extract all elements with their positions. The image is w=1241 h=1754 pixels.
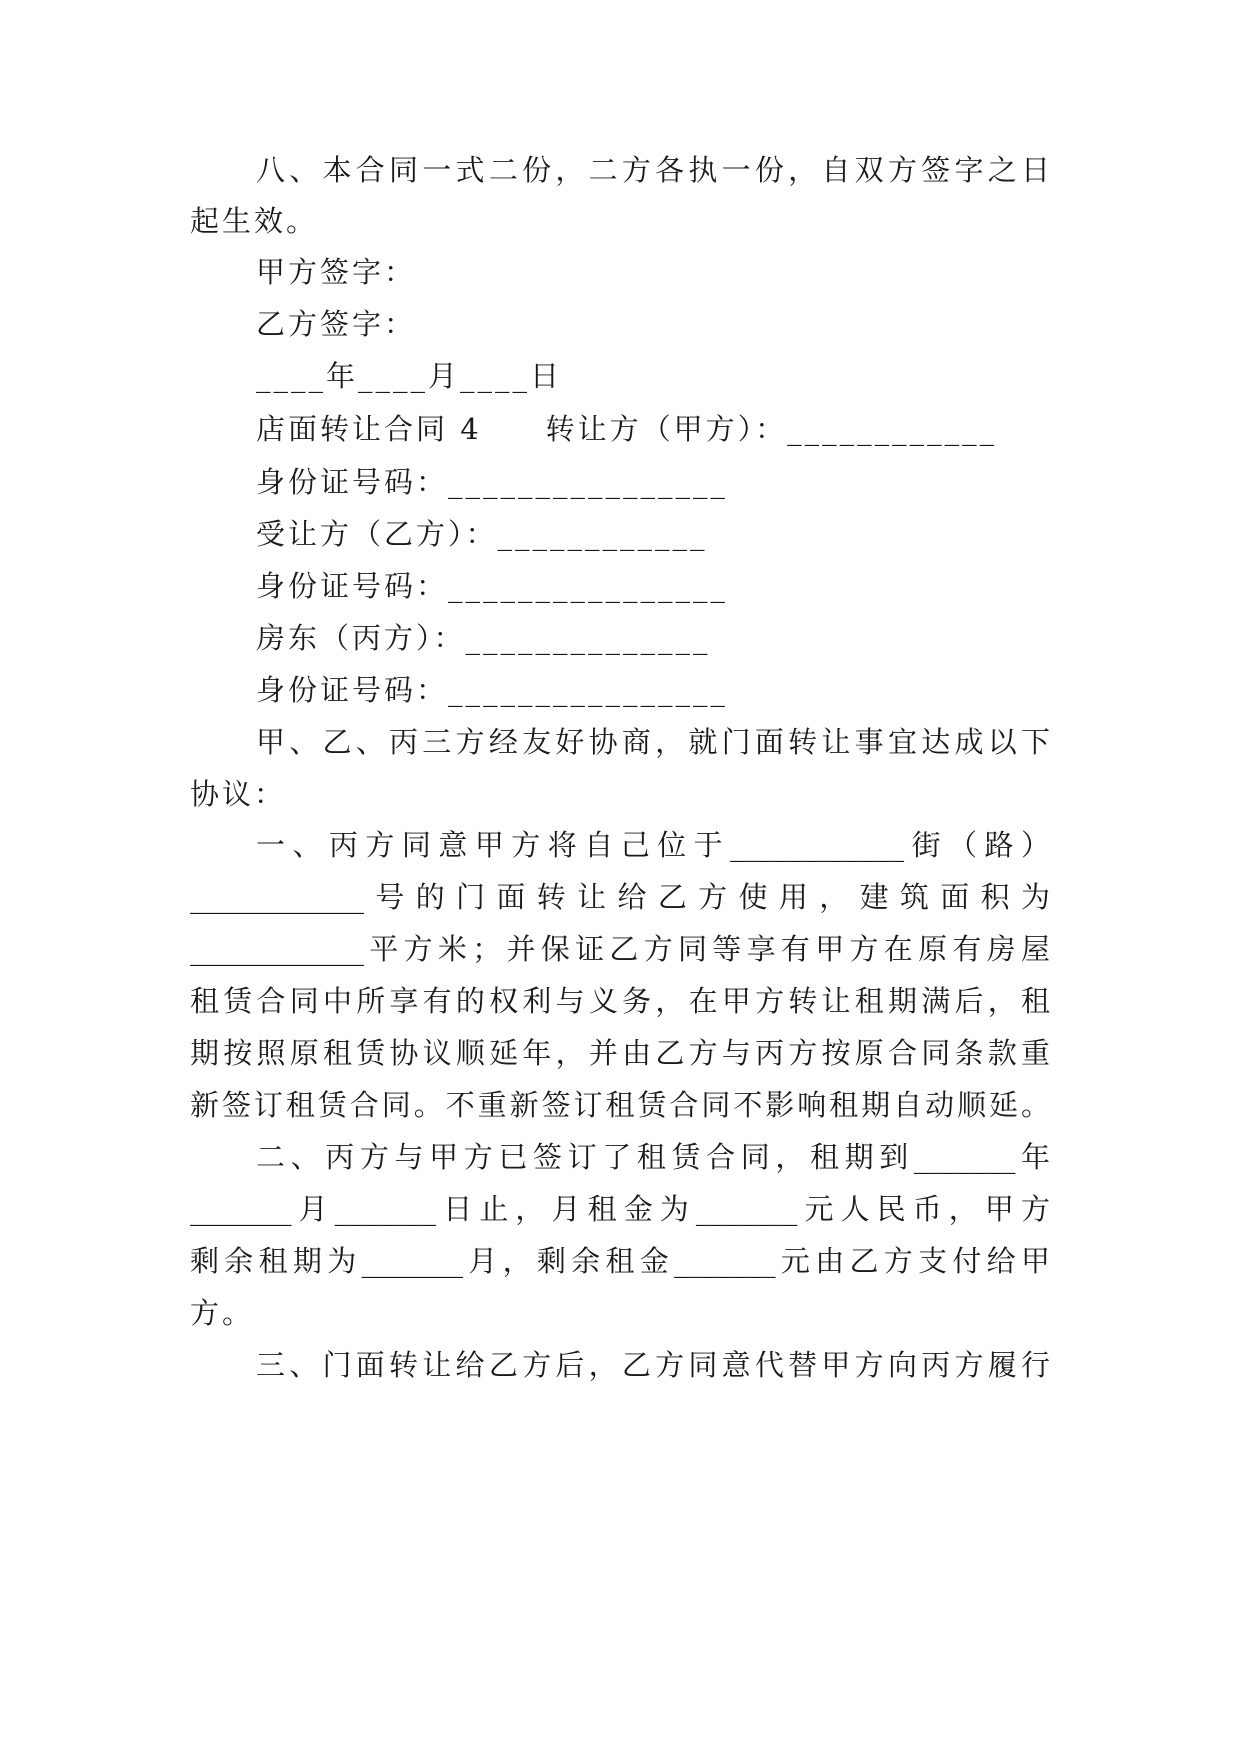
paragraph-line: 协议： [190,777,287,811]
clause-1-line: ____________平方米；并保证乙方同等享有甲方在原有房屋 [190,932,1050,966]
clause-2-line: 方。 [190,1296,255,1330]
clause-3-line: 三、门面转让给乙方后，乙方同意代替甲方向丙方履行 [256,1348,1050,1382]
clause-1-line: 新签订租赁合同。不重新签订租赁合同不影响租期自动顺延。 [190,1088,1050,1122]
clause-2-line: 二、丙方与甲方已签订了租赁合同，租期到_______年 [256,1140,1050,1174]
paragraph-line: 甲、乙、丙三方经友好协商，就门面转让事宜达成以下 [256,725,1050,759]
id-number-line: 身份证号码：________________ [256,465,729,499]
date-line: ____年____月____日 [256,359,563,393]
contract-title-line: 店面转让合同 4 转让方（甲方）：____________ [256,412,998,446]
clause-2-line: _______月_______日止，月租金为_______元人民币，甲方 [190,1192,1050,1226]
clause-1-line: ____________号的门面转让给乙方使用，建筑面积为 [190,880,1050,914]
landlord-line: 房东（丙方）：______________ [256,621,711,655]
party-b-signature-label: 乙方签字： [256,307,417,341]
clause-2-line: 剩余租期为_______月，剩余租金_______元由乙方支付给甲 [190,1244,1050,1278]
clause-1-line: 租赁合同中所享有的权利与义务，在甲方转让租期满后，租 [190,984,1050,1018]
transferee-line: 受让方（乙方）：____________ [256,517,708,551]
id-number-line: 身份证号码：________________ [256,569,729,603]
clause-1-line: 期按照原租赁协议顺延年，并由乙方与丙方按原合同条款重 [190,1036,1050,1070]
party-a-signature-label: 甲方签字： [256,255,417,289]
clause-1-line: 一、丙方同意甲方将自己位于____________街（路） [256,828,1050,862]
id-number-line: 身份证号码：________________ [256,673,729,707]
paragraph-line: 八、本合同一式二份，二方各执一份，自双方签字之日 [256,153,1050,187]
paragraph-line: 起生效。 [190,204,319,238]
